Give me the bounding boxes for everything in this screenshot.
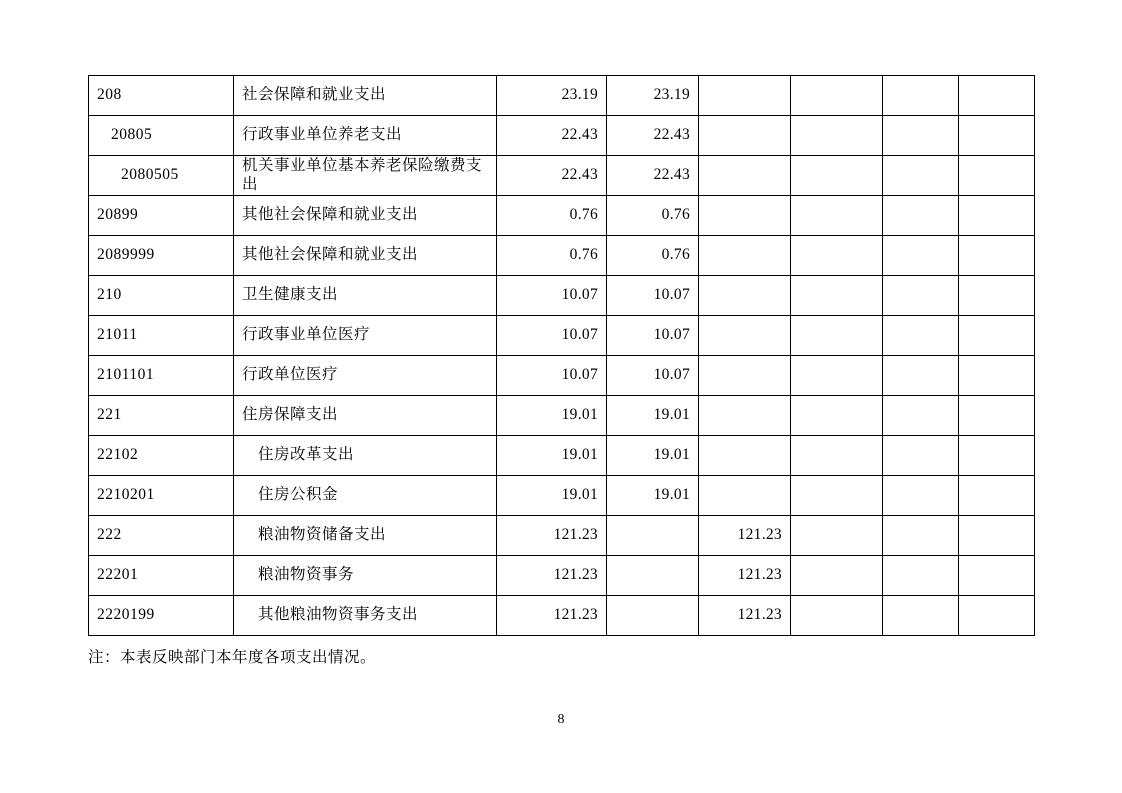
cell-col6 bbox=[791, 196, 883, 236]
cell-name: 行政单位医疗 bbox=[234, 356, 497, 396]
cell-col5 bbox=[699, 76, 791, 116]
cell-col5 bbox=[699, 236, 791, 276]
cell-col4: 10.07 bbox=[607, 276, 699, 316]
cell-col8 bbox=[959, 596, 1035, 636]
cell-code: 210 bbox=[89, 276, 234, 316]
cell-name: 粮油物资储备支出 bbox=[234, 516, 497, 556]
cell-col7 bbox=[883, 76, 959, 116]
cell-total: 10.07 bbox=[497, 276, 607, 316]
cell-code: 2089999 bbox=[89, 236, 234, 276]
cell-col5 bbox=[699, 116, 791, 156]
table-row bbox=[89, 116, 1035, 156]
cell-col4: 0.76 bbox=[607, 196, 699, 236]
cell-col8 bbox=[959, 556, 1035, 596]
table-row bbox=[89, 316, 1035, 356]
cell-col5 bbox=[699, 156, 791, 196]
cell-name: 社会保障和就业支出 bbox=[234, 76, 497, 116]
cell-col6 bbox=[791, 516, 883, 556]
cell-col7 bbox=[883, 436, 959, 476]
cell-col7 bbox=[883, 396, 959, 436]
cell-col8 bbox=[959, 76, 1035, 116]
budget-expenditure-table bbox=[88, 75, 1035, 636]
cell-col6 bbox=[791, 436, 883, 476]
cell-col5 bbox=[699, 436, 791, 476]
cell-total: 0.76 bbox=[497, 196, 607, 236]
cell-col6 bbox=[791, 396, 883, 436]
cell-col8 bbox=[959, 476, 1035, 516]
cell-name: 卫生健康支出 bbox=[234, 276, 497, 316]
cell-col6 bbox=[791, 156, 883, 196]
cell-code: 22201 bbox=[89, 556, 234, 596]
cell-col6 bbox=[791, 316, 883, 356]
table-row bbox=[89, 476, 1035, 516]
table-row bbox=[89, 196, 1035, 236]
cell-col8 bbox=[959, 116, 1035, 156]
cell-col7 bbox=[883, 276, 959, 316]
cell-name: 住房改革支出 bbox=[234, 436, 497, 476]
cell-col6 bbox=[791, 556, 883, 596]
cell-col5 bbox=[699, 316, 791, 356]
table-row bbox=[89, 396, 1035, 436]
cell-name: 粮油物资事务 bbox=[234, 556, 497, 596]
table-row bbox=[89, 436, 1035, 476]
cell-total: 10.07 bbox=[497, 356, 607, 396]
cell-col8 bbox=[959, 276, 1035, 316]
cell-col6 bbox=[791, 76, 883, 116]
cell-col7 bbox=[883, 316, 959, 356]
table-row bbox=[89, 556, 1035, 596]
cell-total: 19.01 bbox=[497, 396, 607, 436]
cell-col4 bbox=[607, 556, 699, 596]
cell-name: 机关事业单位基本养老保险缴费支出 bbox=[234, 156, 497, 196]
cell-col4: 19.01 bbox=[607, 436, 699, 476]
cell-name: 行政事业单位养老支出 bbox=[234, 116, 497, 156]
table-row bbox=[89, 276, 1035, 316]
cell-col5 bbox=[699, 476, 791, 516]
cell-col5: 121.23 bbox=[699, 556, 791, 596]
cell-col7 bbox=[883, 156, 959, 196]
cell-col5 bbox=[699, 396, 791, 436]
cell-col8 bbox=[959, 316, 1035, 356]
cell-col8 bbox=[959, 436, 1035, 476]
cell-code: 208 bbox=[89, 76, 234, 116]
cell-col7 bbox=[883, 516, 959, 556]
budget-table-container bbox=[88, 75, 1034, 636]
cell-col6 bbox=[791, 596, 883, 636]
table-row bbox=[89, 516, 1035, 556]
cell-code: 21011 bbox=[89, 316, 234, 356]
table-row bbox=[89, 596, 1035, 636]
cell-total: 19.01 bbox=[497, 476, 607, 516]
cell-code: 222 bbox=[89, 516, 234, 556]
cell-name: 其他社会保障和就业支出 bbox=[234, 196, 497, 236]
cell-total: 121.23 bbox=[497, 556, 607, 596]
cell-col4: 23.19 bbox=[607, 76, 699, 116]
cell-col6 bbox=[791, 356, 883, 396]
cell-name: 住房保障支出 bbox=[234, 396, 497, 436]
cell-col4: 19.01 bbox=[607, 396, 699, 436]
cell-code: 2220199 bbox=[89, 596, 234, 636]
cell-total: 121.23 bbox=[497, 516, 607, 556]
cell-code: 2210201 bbox=[89, 476, 234, 516]
table-row bbox=[89, 156, 1035, 196]
page-number: 8 bbox=[557, 712, 565, 727]
cell-code: 2101101 bbox=[89, 356, 234, 396]
cell-col4: 10.07 bbox=[607, 316, 699, 356]
cell-col7 bbox=[883, 196, 959, 236]
cell-name: 行政事业单位医疗 bbox=[234, 316, 497, 356]
cell-total: 0.76 bbox=[497, 236, 607, 276]
cell-code: 22102 bbox=[89, 436, 234, 476]
cell-total: 23.19 bbox=[497, 76, 607, 116]
cell-col8 bbox=[959, 396, 1035, 436]
cell-col8 bbox=[959, 516, 1035, 556]
table-row bbox=[89, 236, 1035, 276]
cell-col7 bbox=[883, 236, 959, 276]
cell-col6 bbox=[791, 276, 883, 316]
cell-col4 bbox=[607, 516, 699, 556]
cell-name: 其他粮油物资事务支出 bbox=[234, 596, 497, 636]
cell-col4: 0.76 bbox=[607, 236, 699, 276]
cell-col8 bbox=[959, 196, 1035, 236]
cell-col6 bbox=[791, 236, 883, 276]
table-row bbox=[89, 76, 1035, 116]
cell-col5: 121.23 bbox=[699, 596, 791, 636]
cell-col5 bbox=[699, 196, 791, 236]
cell-col4: 19.01 bbox=[607, 476, 699, 516]
cell-code: 2080505 bbox=[89, 156, 234, 196]
cell-total: 19.01 bbox=[497, 436, 607, 476]
cell-col7 bbox=[883, 116, 959, 156]
cell-name: 住房公积金 bbox=[234, 476, 497, 516]
cell-col8 bbox=[959, 356, 1035, 396]
cell-col4 bbox=[607, 596, 699, 636]
cell-col4: 22.43 bbox=[607, 156, 699, 196]
cell-col7 bbox=[883, 356, 959, 396]
cell-col5: 121.23 bbox=[699, 516, 791, 556]
cell-col5 bbox=[699, 356, 791, 396]
cell-col8 bbox=[959, 236, 1035, 276]
cell-col8 bbox=[959, 156, 1035, 196]
cell-total: 22.43 bbox=[497, 156, 607, 196]
cell-total: 22.43 bbox=[497, 116, 607, 156]
cell-col4: 10.07 bbox=[607, 356, 699, 396]
cell-col5 bbox=[699, 276, 791, 316]
table-note: 注：本表反映部门本年度各项支出情况。 bbox=[88, 649, 377, 666]
cell-total: 10.07 bbox=[497, 316, 607, 356]
cell-total: 121.23 bbox=[497, 596, 607, 636]
cell-col6 bbox=[791, 116, 883, 156]
cell-code: 221 bbox=[89, 396, 234, 436]
cell-code: 20805 bbox=[89, 116, 234, 156]
cell-col7 bbox=[883, 556, 959, 596]
cell-col4: 22.43 bbox=[607, 116, 699, 156]
cell-col7 bbox=[883, 476, 959, 516]
cell-code: 20899 bbox=[89, 196, 234, 236]
cell-name: 其他社会保障和就业支出 bbox=[234, 236, 497, 276]
cell-col7 bbox=[883, 596, 959, 636]
table-row bbox=[89, 356, 1035, 396]
cell-col6 bbox=[791, 476, 883, 516]
